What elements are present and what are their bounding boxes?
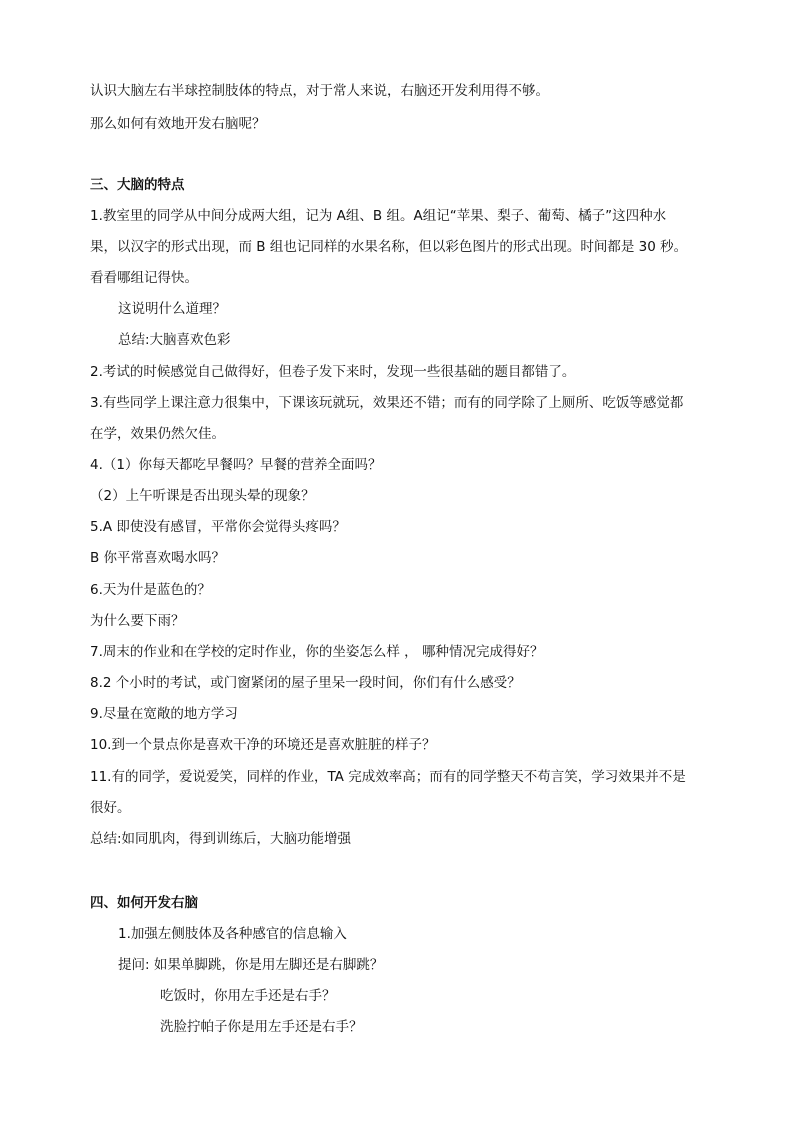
item-11-line-1: 11.有的同学，爱说爱笑，同样的作业，TA 完成效率高；而有的同学整天不苟言笑，学习效果并不是 <box>90 769 686 785</box>
section-3-heading: 三、大脑的特点 <box>90 177 185 193</box>
item-5-line-2: B 你平常喜欢喝水吗？ <box>90 550 226 566</box>
section-3-summary: 总结:如同肌肉，得到训练后，大脑功能增强 <box>90 831 352 847</box>
item-1-line-2: 果，以汉字的形式出现，而 B 组也记同样的水果名称，但以彩色图片的形式出现。时间都是 30 秒。 <box>90 239 688 255</box>
item-4-line-2: （2）上午听课是否出现头晕的现象？ <box>90 488 315 504</box>
item-1-summary: 总结:大脑喜欢色彩 <box>118 332 231 348</box>
intro-line-2: 那么如何有效地开发右脑呢？ <box>90 116 266 132</box>
item-6-line-2: 为什么要下雨？ <box>90 613 185 629</box>
item-1-question: 这说明什么道理？ <box>118 301 226 317</box>
item-11-line-2: 很好。 <box>90 800 131 816</box>
question-1: 提问: 如果单脚跳，你是用左脚还是右脚跳？ <box>118 957 384 973</box>
item-1-line-1: 1.教室里的同学从中间分成两大组，记为 A组、B 组。A组记“苹果、梨子、葡萄、橘子”这四种水 <box>90 208 667 224</box>
item-1-line-3: 看看哪组记得快。 <box>90 270 198 286</box>
item-4-line-1: 4.（1）你每天都吃早餐吗？早餐的营养全面吗？ <box>90 457 382 473</box>
item-2: 2.考试的时候感觉自己做得好，但卷子发下来时，发现一些很基础的题目都错了。 <box>90 364 576 380</box>
question-3: 洗脸拧帕子你是用左手还是右手？ <box>160 1019 363 1035</box>
item-8: 8.2 个小时的考试，或门窗紧闭的屋子里呆一段时间，你们有什么感受？ <box>90 675 521 691</box>
item-3-line-1: 3.有些同学上课注意力很集中，下课该玩就玩，效果还不错；而有的同学除了上厕所、吃饭等感觉都 <box>90 395 684 411</box>
item-3-line-2: 在学，效果仍然欠佳。 <box>90 426 225 442</box>
item-10: 10.到一个景点你是喜欢干净的环境还是喜欢脏脏的样子？ <box>90 737 436 753</box>
section-4-item-1: 1.加强左侧肢体及各种感官的信息输入 <box>118 926 347 942</box>
item-9: 9.尽量在宽敞的地方学习 <box>90 706 238 722</box>
item-5-line-1: 5.A 即使没有感冒，平常你会觉得头疼吗？ <box>90 519 346 535</box>
intro-line-1: 认识大脑左右半球控制肢体的特点，对于常人来说，右脑还开发利用得不够。 <box>90 83 549 99</box>
item-6-line-1: 6.天为什是蓝色的？ <box>90 582 211 598</box>
item-7: 7.周末的作业和在学校的定时作业，你的坐姿怎么样 ， 哪种情况完成得好？ <box>90 644 544 660</box>
question-2: 吃饭时，你用左手还是右手？ <box>160 988 336 1004</box>
section-4-heading: 四、如何开发右脑 <box>90 895 198 911</box>
